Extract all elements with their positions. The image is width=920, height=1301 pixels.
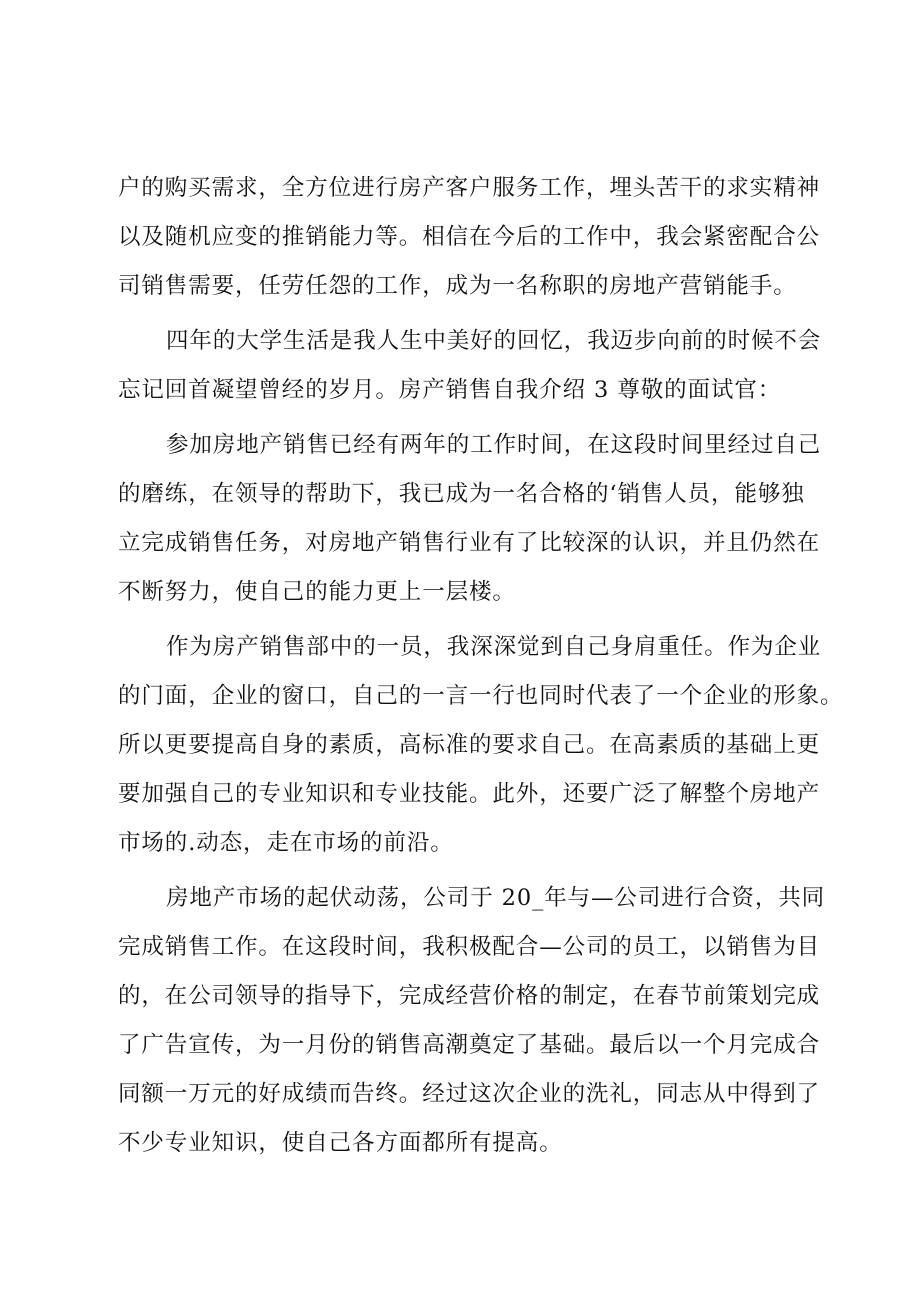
paragraph: [118, 421, 822, 617]
paragraph: [118, 874, 826, 1168]
paragraph: [118, 623, 844, 868]
text-line: 所以更要提高自身的素质，高标准的要求自己。在高素质的基础上更: [118, 732, 821, 758]
text-line: 四年的大学生活是我人生中美好的回忆，我迈步向前的时候不会: [166, 328, 822, 354]
text-line: 了广告宣传，为一月份的销售高潮奠定了基础。最后以一个月完成合: [118, 1032, 821, 1058]
text-line: 不断努力，使自己的能力更上一层楼。: [118, 579, 516, 605]
text-line: 房地产市场的起伏动荡，公司于 20_年与—公司进行合资，共同: [166, 885, 826, 911]
paragraph: [118, 317, 822, 415]
text-line: 的，在公司领导的指导下，完成经营价格的制定，在春节前策划完成: [118, 983, 821, 1009]
text-line: 要加强自己的专业知识和专业技能。此外，还要广泛了解整个房地产: [118, 781, 821, 807]
text-line: 户的购买需求，全方位进行房产客户服务工作，埋头苦干的求实精神: [118, 175, 821, 201]
text-line: 忘记回首凝望曾经的岁月。房产销售自我介绍 3 尊敬的面试官：: [118, 377, 782, 403]
text-line: 立完成销售任务，对房地产销售行业有了比较深的认识，并且仍然在: [118, 530, 821, 556]
text-line: 以及随机应变的推销能力等。相信在今后的工作中，我会紧密配合公: [118, 224, 821, 250]
text-line: 的门面，企业的窗口，自己的一言一行也同时代表了一个企业的形象。: [118, 683, 844, 709]
text-line: 司销售需要，任劳任怨的工作，成为一名称职的房地产营销能手。: [118, 273, 797, 299]
text-line: 同额一万元的好成绩而告终。经过这次企业的洗礼，同志从中得到了: [118, 1081, 821, 1107]
text-line: 的磨练，在领导的帮助下，我已成为一名合格的‘销售人员，能够独: [118, 481, 805, 507]
text-line: 完成销售工作。在这段时间，我积极配合—公司的员工，以销售为目: [118, 934, 821, 960]
text-line: 不少专业知识，使自己各方面都所有提高。: [118, 1130, 563, 1156]
text-line: 作为房产销售部中的一员，我深深觉到自己身肩重任。作为企业: [166, 634, 822, 660]
document-page: [118, 164, 844, 1168]
text-line: 参加房地产销售已经有两年的工作时间，在这段时间里经过自己: [166, 432, 822, 458]
text-line: 市场的.动态，走在市场的前沿。: [118, 830, 454, 856]
paragraph: [118, 164, 821, 311]
